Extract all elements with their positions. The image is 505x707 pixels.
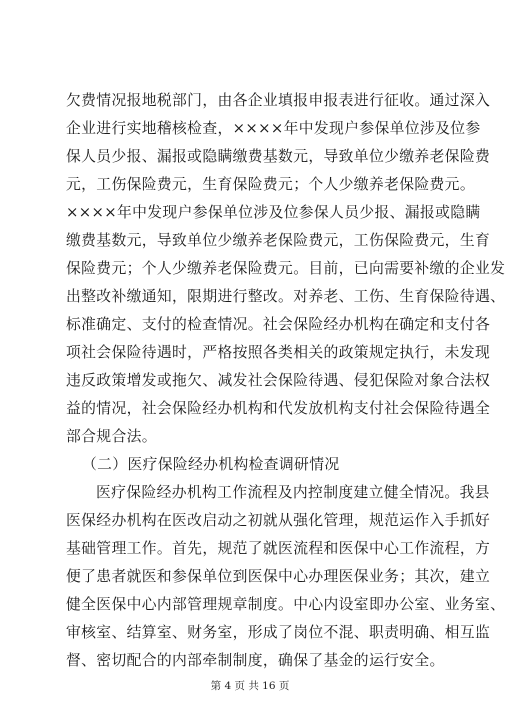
text-line: 缴费基数元，导致单位少缴养老保险费元，工伤保险费元，生育 — [66, 232, 491, 249]
text-line: 便了患者就医和参保单位到医保中心办理医保业务；其次，建立 — [66, 568, 491, 585]
text-line: 督、密切配合的内部牵制制度，确保了基金的运行安全。 — [66, 652, 445, 669]
text-line: 保人员少报、漏报或隐瞒缴费基数元，导致单位少缴养老保险费 — [66, 148, 491, 165]
text-line: 标准确定、支付的检查情况。社会保险经办机构在确定和支付各 — [66, 316, 491, 333]
text-line: ××××年中发现户参保单位涉及位参保人员少报、漏报或隐瞒 — [66, 204, 481, 221]
text-line: 益的情况，社会保险经办机构和代发放机构支付社会保险待遇全 — [66, 400, 491, 417]
text-line: 出整改补缴通知，限期进行整改。对养老、工伤、生育保险待遇、 — [66, 288, 505, 305]
page-number-footer: 第 4 页 共 16 页 — [210, 680, 290, 692]
text-line: 健全医保中心内部管理规章制度。中心内设室即办公室、业务室、 — [66, 596, 505, 613]
text-line: 基础管理工作。首先，规范了就医流程和医保中心工作流程，方 — [66, 540, 491, 557]
text-line: 部合规合法。 — [66, 428, 157, 445]
text-line: 项社会保险待遇时，严格按照各类相关的政策规定执行，未发现 — [66, 344, 491, 361]
text-line: 企业进行实地稽核检查，××××年中发现户参保单位涉及位参 — [66, 120, 481, 137]
text-line: 欠费情况报地税部门，由各企业填报申报表进行征收。通过深入 — [66, 92, 491, 109]
text-line: 元，工伤保险费元，生育保险费元；个人少缴养老保险费元。 — [66, 176, 475, 193]
text-line: 医疗保险经办机构工作流程及内控制度建立健全情况。我县 — [96, 484, 490, 501]
text-line: 违反政策增发或拖欠、减发社会保险待遇、侵犯保险对象合法权 — [66, 372, 491, 389]
section-heading: （二）医疗保险经办机构检查调研情况 — [82, 456, 340, 473]
text-line: 审核室、结算室、财务室，形成了岗位不混、职责明确、相互监 — [66, 624, 491, 641]
text-line: 保险费元；个人少缴养老保险费元。目前，已向需要补缴的企业发 — [66, 260, 505, 277]
text-line: 医保经办机构在医改启动之初就从强化管理，规范运作入手抓好 — [66, 512, 491, 529]
